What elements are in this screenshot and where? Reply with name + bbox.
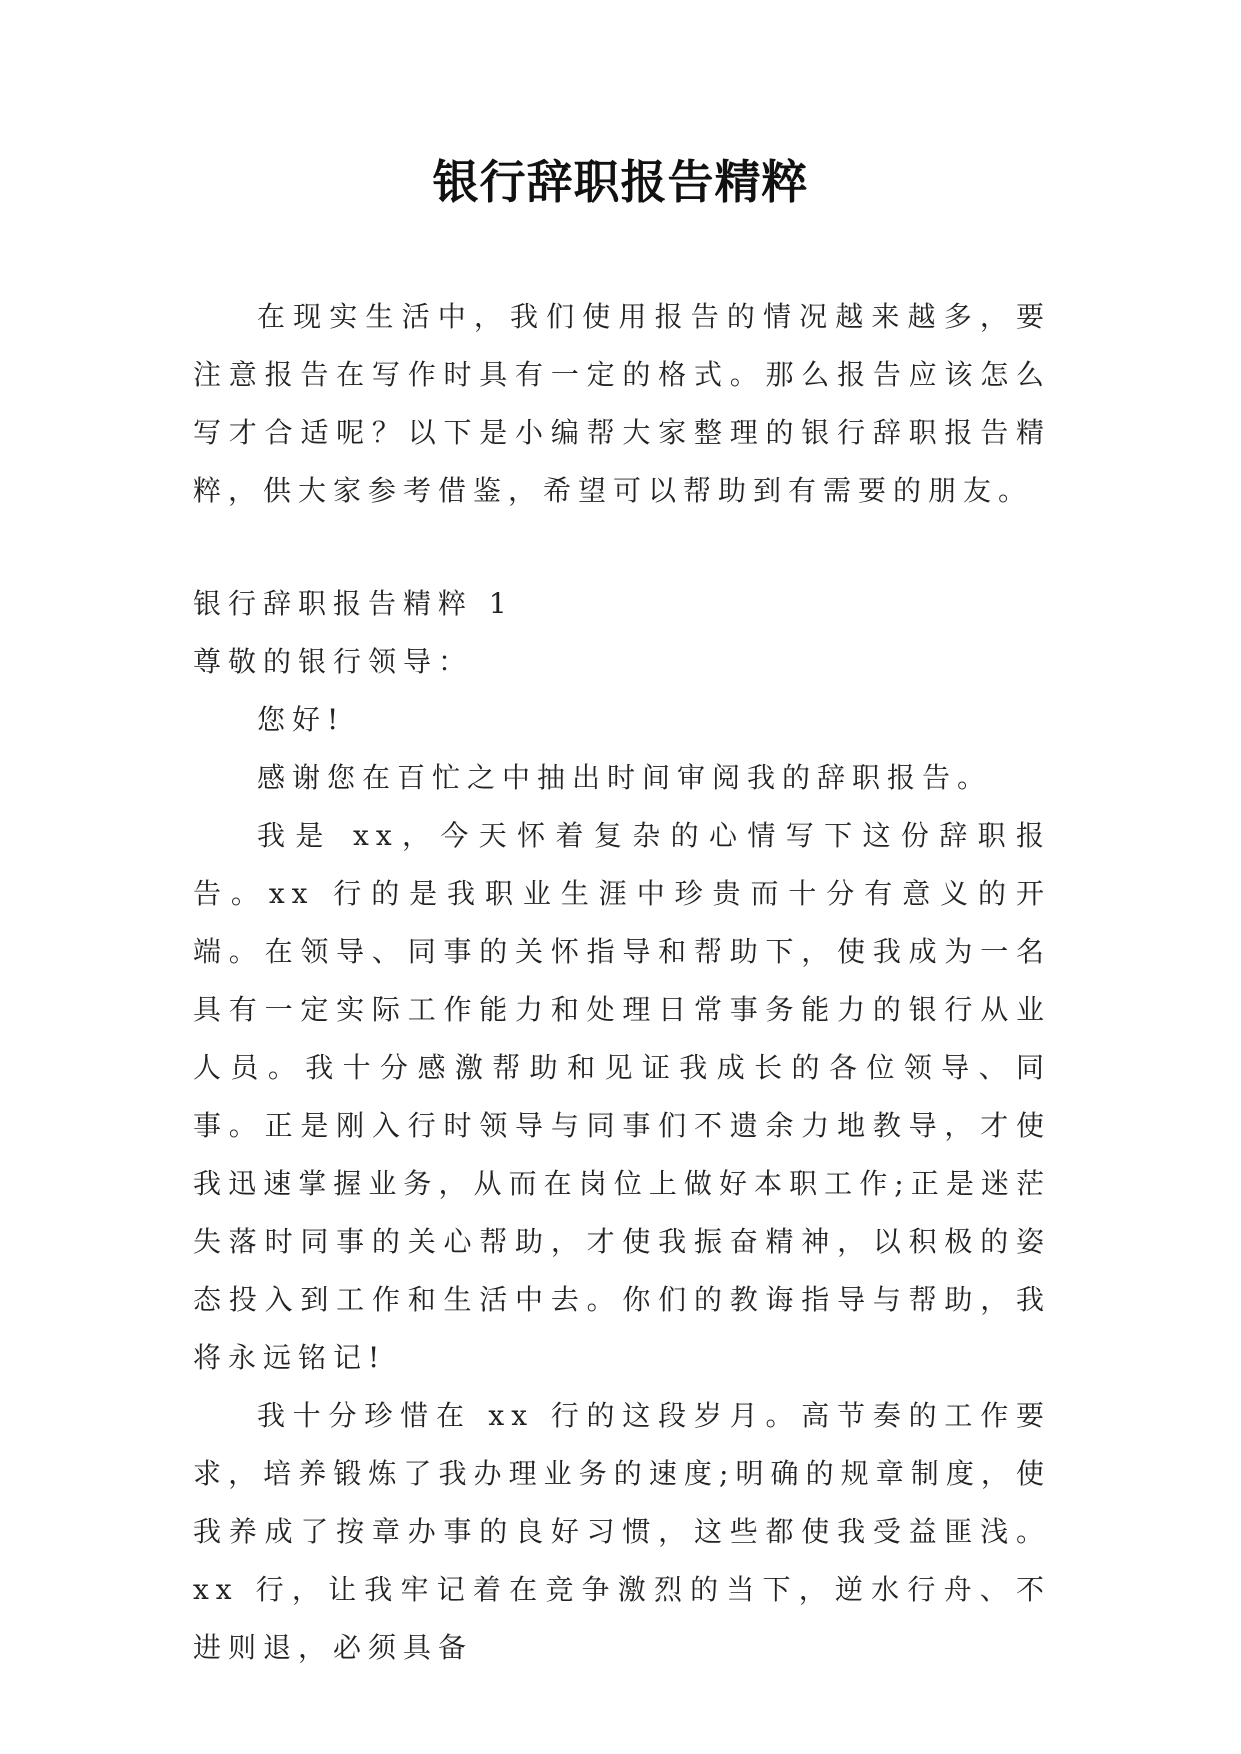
document-title: 银行辞职报告精粹 [432,155,809,209]
salutation: 尊敬的银行领导： [193,645,474,678]
letter-block [193,575,1051,1677]
greeting: 您好! [257,703,346,736]
section-heading: 银行辞职报告精粹 1 [193,587,514,620]
body-paragraph-2: 我是 xx，今天怀着复杂的心情写下这份辞职报告。xx 行的是我职业生涯中珍贵而十分有意义的开端。在领导、同事的关怀指导和帮助下，使我成为一名具有一定实际工作能力和处理日常事务能力的银行从业人员。我十分感激帮助和见证我成长的各位领导、同事。正是刚入行时领导与同事们不遗余力地教导，才使我迅速掌握业务，从而在岗位上做好本职工作;正是迷茫失落时同事的关心帮助，才使我振奋精神，以积极的姿态投入到工作和生活中去。你们的教诲指导与帮助，我将永远铭记! [193,819,1051,1374]
body-paragraph-3: 我十分珍惜在 xx 行的这段岁月。高节奏的工作要求，培养锻炼了我办理业务的速度;明确的规章制度，使我养成了按章办事的良好习惯，这些都使我受益匪浅。xx 行，让我牢记着在竞争激烈的当下，逆水行舟、不进则退，必须具备 [193,1399,1051,1664]
intro-paragraph: 在现实生活中，我们使用报告的情况越来越多，要注意报告在写作时具有一定的格式。那么报告应该怎么写才合适呢？以下是小编帮大家整理的银行辞职报告精粹，供大家参考借鉴，希望可以帮助到有需要的朋友。 [193,300,1051,507]
intro-block [193,288,1051,520]
body-paragraph-1: 感谢您在百忙之中抽出时间审阅我的辞职报告。 [257,761,993,794]
